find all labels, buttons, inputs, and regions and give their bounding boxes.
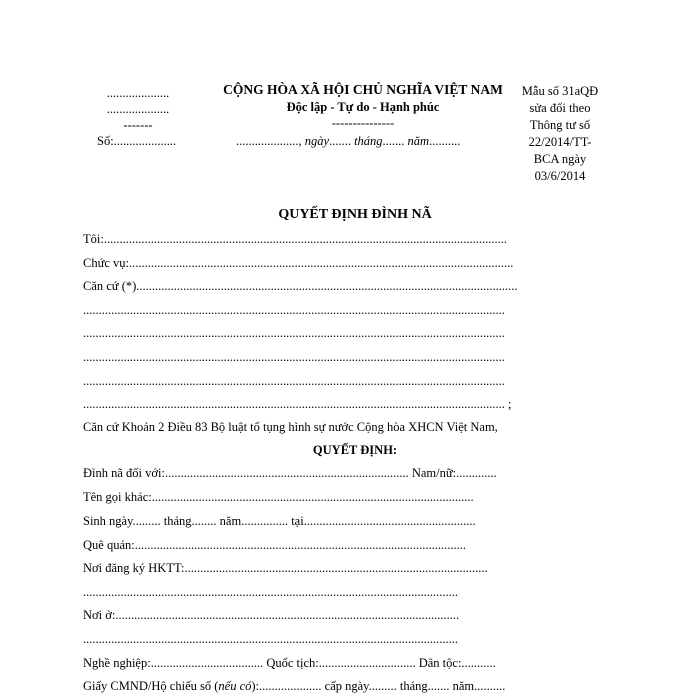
decision-heading: QUYẾT ĐỊNH: <box>312 443 398 457</box>
document-title: QUYẾT ĐỊNH ĐÌNH NÃ <box>278 207 432 222</box>
field-cmnd <box>83 678 545 694</box>
republic-name: CỘNG HÒA XÃ HỘI CHỦ NGHĨA VIỆT NAM <box>223 82 503 97</box>
national-motto: Độc lập - Tự do - Hạnh phúc <box>286 100 440 114</box>
date-month-label: tháng <box>354 134 383 148</box>
form-number-line-3: Thông tư số <box>529 118 591 132</box>
cmnd-label: Giấy CMND/Hộ chiếu số ( <box>83 679 219 693</box>
field-blank-line: ....................................................................................................................................... <box>83 326 505 340</box>
field-can-cu: Căn cứ (*).......................................................................................................................... <box>83 279 518 293</box>
date-year-dots: .......... <box>429 134 461 148</box>
field-blank-line: ....................................................................................................................................... <box>83 350 505 364</box>
cmnd-optional-note: nếu có <box>218 679 252 693</box>
field-blank-line: ........................................................................................................................ <box>83 632 458 646</box>
form-number-line-2: sửa đổi theo <box>529 101 591 115</box>
legal-basis: Căn cứ Khoản 2 Điều 83 Bộ luật tố tụng hình sự nước Cộng hòa XHCN Việt Nam, <box>83 420 498 434</box>
field-toi: Tôi:................................................................................................................................. <box>83 232 507 246</box>
agency-separator: ------- <box>123 118 153 132</box>
agency-dots-2: .................... <box>106 102 170 116</box>
date-month-dots: ....... <box>382 134 408 148</box>
motto-separator: --------------- <box>331 116 395 130</box>
field-blank-line-end: ....................................................................................................................................... ; <box>83 397 512 411</box>
form-number-line-6: 03/6/2014 <box>534 169 586 183</box>
field-blank-line: ....................................................................................................................................... <box>83 303 505 317</box>
date-day-label: ngày <box>304 134 330 148</box>
field-noi-dang-ky: Nơi đăng ký HKTT:................................................................................................. <box>83 561 488 575</box>
place-dots: ...................., <box>236 134 305 148</box>
place-date-line <box>236 133 460 149</box>
field-que-quan: Quê quán:.......................................................................................................... <box>83 538 466 552</box>
form-number-line-1: Mẫu số 31aQĐ <box>521 84 599 98</box>
field-dinh-na: Đình nã đối với:.............................................................................. Nam/nữ:............. <box>83 466 497 480</box>
form-number-line-5: BCA ngày <box>533 152 587 166</box>
field-ten-goi-khac: Tên gọi khác:....................................................................................................... <box>83 490 474 504</box>
cmnd-issue-fields: ):.................... cấp ngày......... tháng....... năm.......... <box>251 679 506 693</box>
field-chuc-vu: Chức vụ:........................................................................................................................... <box>83 256 514 270</box>
date-day-dots: ....... <box>329 134 355 148</box>
field-sinh-ngay: Sinh ngày......... tháng........ năm............... tại....................................................... <box>83 514 476 528</box>
field-noi-o: Nơi ở:.............................................................................................................. <box>83 608 460 622</box>
agency-dots-1: .................... <box>106 86 170 100</box>
document-number: Số:.................... <box>97 134 177 148</box>
field-blank-line: ........................................................................................................................ <box>83 585 458 599</box>
date-year-label: năm <box>407 134 430 148</box>
field-nghe-nghiep: Nghề nghiệp:.................................... Quốc tịch:............................... Dân tộc:........... <box>83 656 496 670</box>
form-number-line-4: 22/2014/TT- <box>528 135 592 149</box>
field-blank-line: ....................................................................................................................................... <box>83 374 505 388</box>
